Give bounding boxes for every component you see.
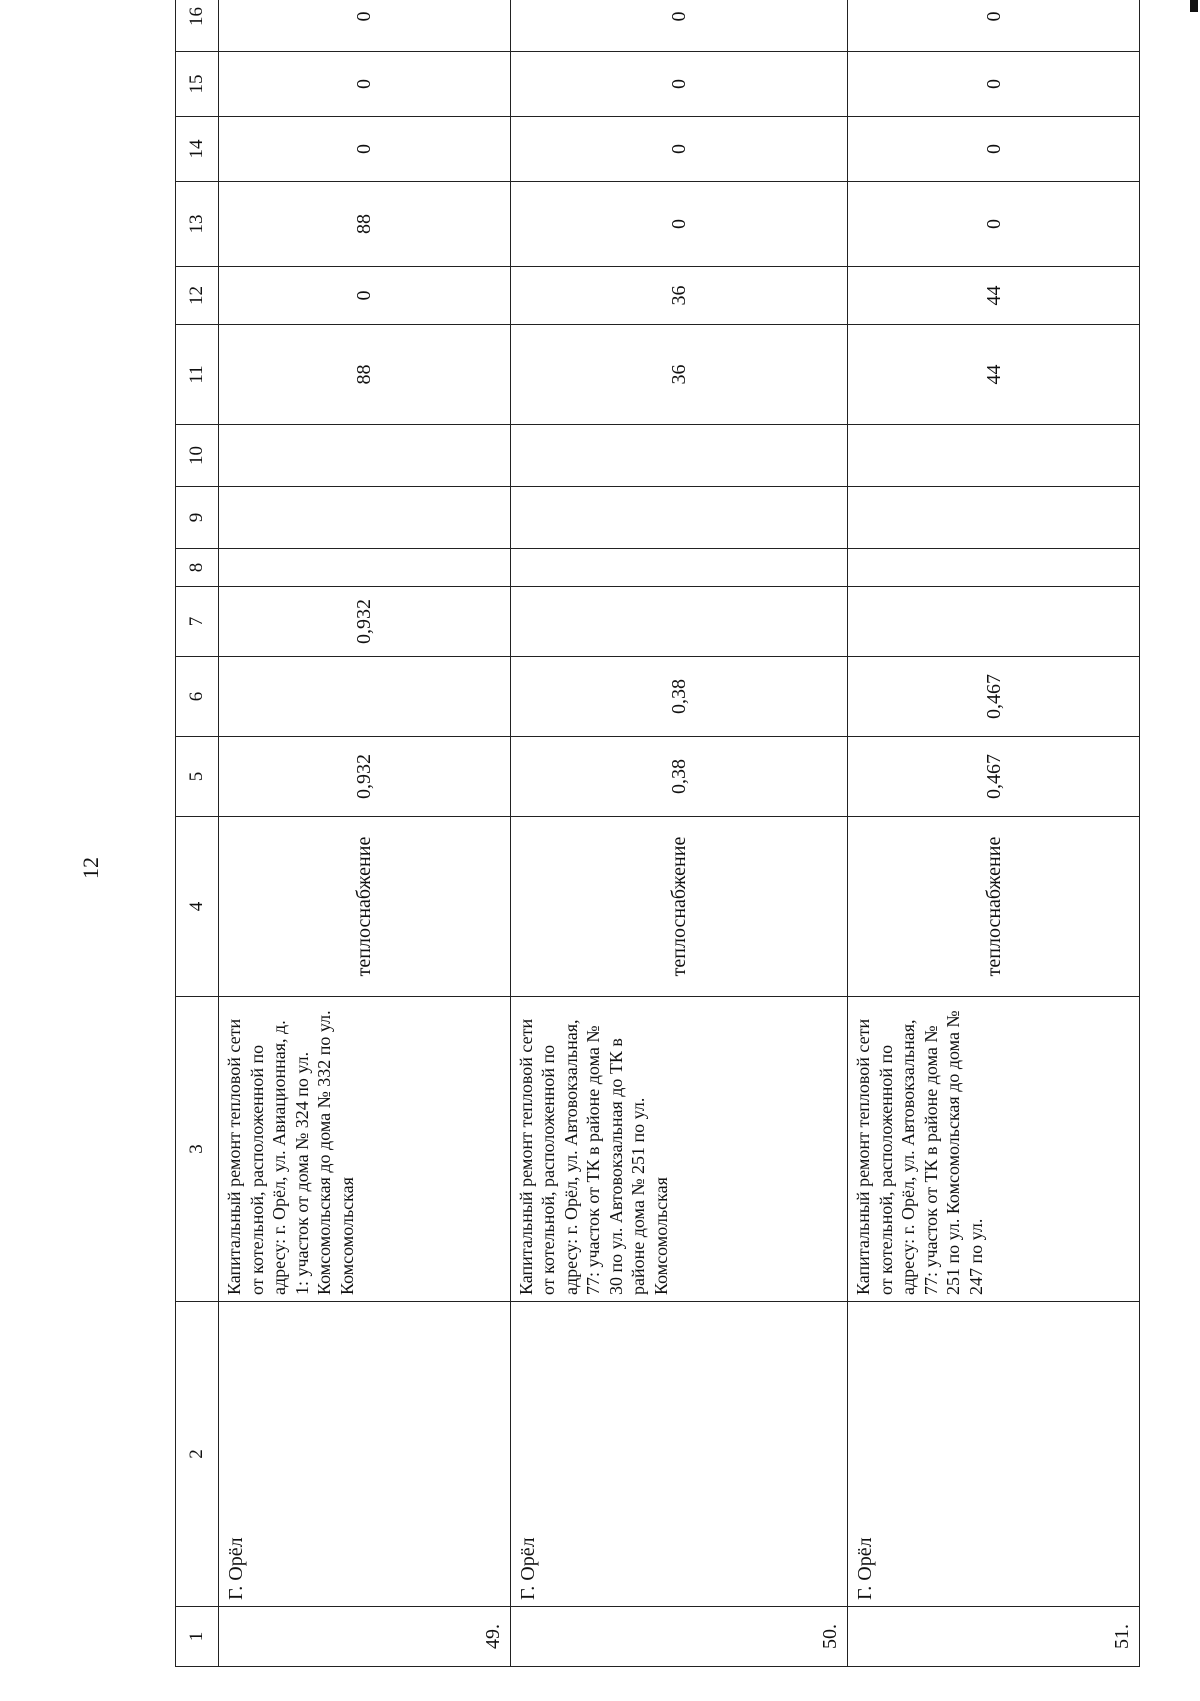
row-number: 49. <box>219 1607 511 1667</box>
description-cell: Капитальный ремонт тепловой сети от котельной, расположенной по адресу: г. Орёл, ул. Авиационная, д. 1: участок от дома № 324 по ул. Комсомольская до дома № 332 по ул. Комсомольская <box>219 997 511 1302</box>
col-header-10: 10 <box>176 425 219 487</box>
value-cell-14: 0 <box>219 117 511 182</box>
value-cell-8 <box>848 549 1140 587</box>
description-cell: Капитальный ремонт тепловой сети от котельной, расположенной по адресу: г. Орёл, ул. Автовокзальная, 77: участок от ТК в районе дома № 30 по ул. Автовокзальная до ТК в районе дома № 251 по ул. Комсомольская <box>510 997 847 1302</box>
value-cell-9 <box>219 487 511 549</box>
row-number: 50. <box>510 1607 847 1667</box>
value-cell-11: 44 <box>848 325 1140 425</box>
value-cell-9 <box>510 487 847 549</box>
type-cell: теплоснабжение <box>510 817 847 997</box>
value-cell-7 <box>848 587 1140 657</box>
col-header-3: 3 <box>176 997 219 1302</box>
value-cell-11: 88 <box>219 325 511 425</box>
value-cell-12: 0 <box>219 267 511 325</box>
page-number: 12 <box>78 857 103 879</box>
col-header-7: 7 <box>176 587 219 657</box>
city-cell: Г. Орёл <box>510 1302 847 1607</box>
value-cell-10 <box>219 425 511 487</box>
row-number: 51. <box>848 1607 1140 1667</box>
col-header-12: 12 <box>176 267 219 325</box>
col-header-14: 14 <box>176 117 219 182</box>
col-header-11: 11 <box>176 325 219 425</box>
value-cell-15: 0 <box>510 52 847 117</box>
value-cell-7: 0,932 <box>219 587 511 657</box>
value-cell-15: 0 <box>219 52 511 117</box>
value-cell-12: 36 <box>510 267 847 325</box>
value-cell-5: 0,932 <box>219 737 511 817</box>
value-cell-10 <box>510 425 847 487</box>
value-cell-10 <box>848 425 1140 487</box>
value-cell-13: 0 <box>510 182 847 267</box>
col-header-16: 16 <box>176 0 219 52</box>
value-cell-9 <box>848 487 1140 549</box>
type-cell: теплоснабжение <box>848 817 1140 997</box>
col-header-15: 15 <box>176 52 219 117</box>
col-header-4: 4 <box>176 817 219 997</box>
col-header-6: 6 <box>176 657 219 737</box>
col-header-13: 13 <box>176 182 219 267</box>
value-cell-11: 36 <box>510 325 847 425</box>
table-row <box>848 0 1140 1667</box>
value-cell-6 <box>219 657 511 737</box>
works-table <box>175 0 1140 1667</box>
table-container <box>175 7 1140 1667</box>
city-cell: Г. Орёл <box>219 1302 511 1607</box>
value-cell-16: 0 <box>510 0 847 52</box>
type-cell: теплоснабжение <box>219 817 511 997</box>
value-cell-5: 0,38 <box>510 737 847 817</box>
value-cell-6: 0,38 <box>510 657 847 737</box>
value-cell-16: 0 <box>219 0 511 52</box>
value-cell-14: 0 <box>848 117 1140 182</box>
value-cell-13: 0 <box>848 182 1140 267</box>
table-row <box>510 0 847 1667</box>
value-cell-15: 0 <box>848 52 1140 117</box>
col-header-9: 9 <box>176 487 219 549</box>
description-cell: Капитальный ремонт тепловой сети от котельной, расположенной по адресу: г. Орёл, ул. Автовокзальная, 77: участок от ТК в районе дома № 251 по ул. Комсомольская до дома № 247 по ул. <box>848 997 1140 1302</box>
value-cell-13: 88 <box>219 182 511 267</box>
value-cell-7 <box>510 587 847 657</box>
col-header-8: 8 <box>176 549 219 587</box>
value-cell-14: 0 <box>510 117 847 182</box>
value-cell-12: 44 <box>848 267 1140 325</box>
value-cell-8 <box>510 549 847 587</box>
value-cell-5: 0,467 <box>848 737 1140 817</box>
value-cell-6: 0,467 <box>848 657 1140 737</box>
city-cell: Г. Орёл <box>848 1302 1140 1607</box>
value-cell-16: 0 <box>848 0 1140 52</box>
col-header-2: 2 <box>176 1302 219 1607</box>
col-header-1: 1 <box>176 1607 219 1667</box>
col-header-5: 5 <box>176 737 219 817</box>
corner-mark <box>1190 0 1198 12</box>
header-row <box>176 0 219 1667</box>
table-row <box>219 0 511 1667</box>
value-cell-8 <box>219 549 511 587</box>
